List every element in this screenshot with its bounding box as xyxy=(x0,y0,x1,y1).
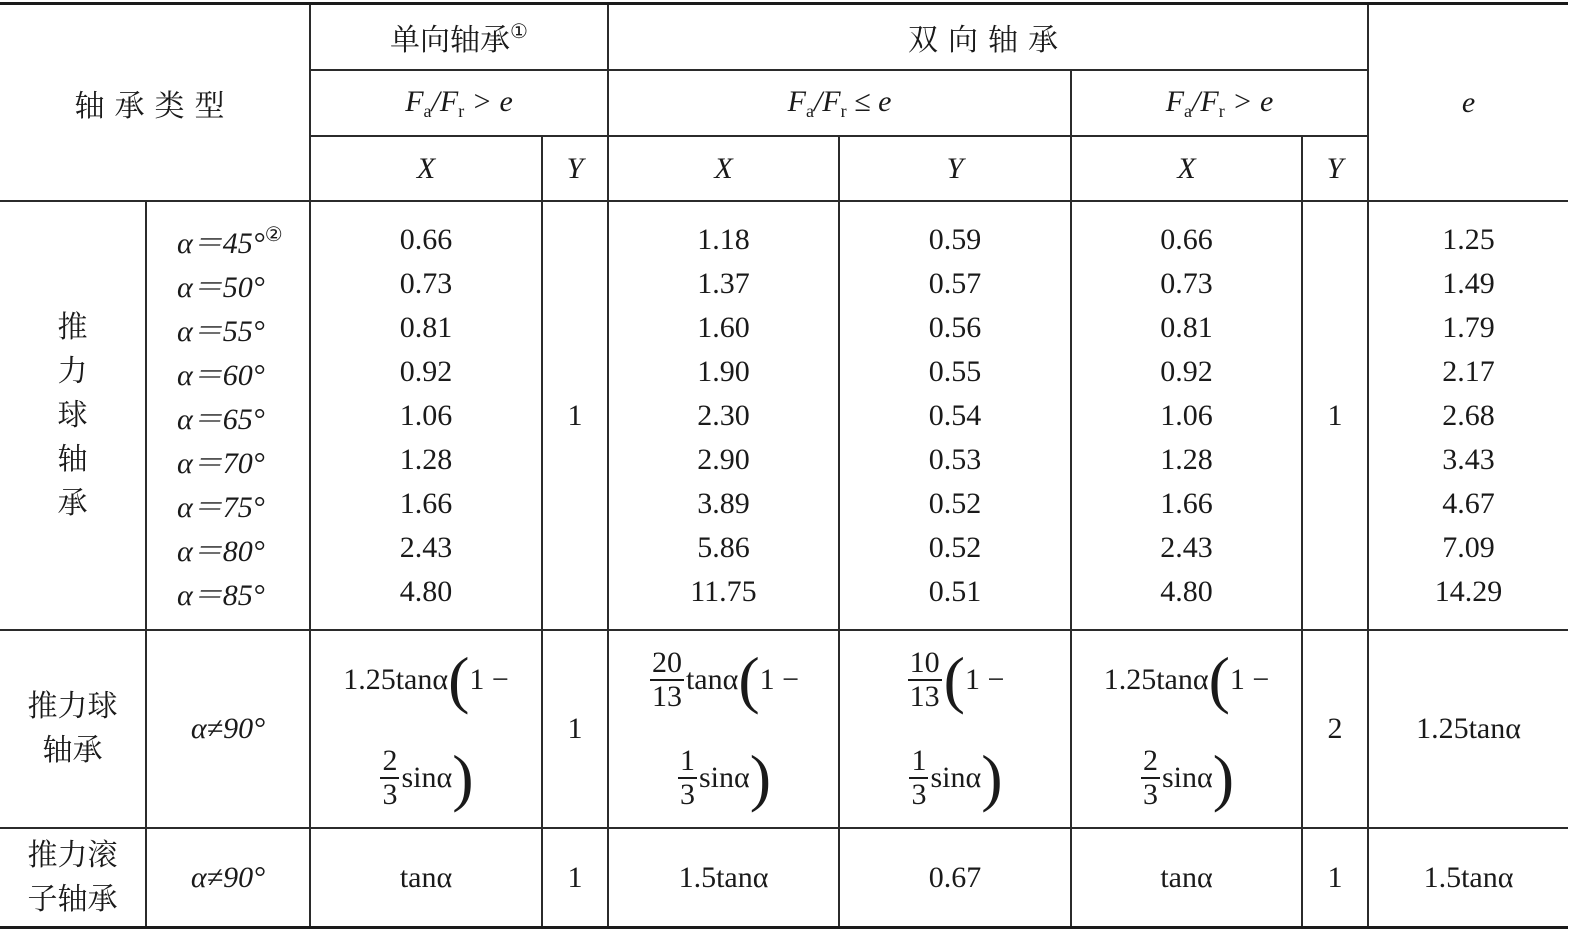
value-cell: 5.86 xyxy=(697,530,750,564)
value-cell: 11.75 xyxy=(690,574,757,608)
oneway-x-values xyxy=(310,201,542,630)
value-cell: 1.28 xyxy=(1160,442,1213,476)
thrust-ball-angle-row xyxy=(0,201,1568,630)
roller-twoway-le-x: 1.5tanα xyxy=(608,828,839,928)
value-cell: 0.66 xyxy=(399,222,453,256)
roller-oneway-y: 1 xyxy=(542,828,608,928)
roller-twoway-le-y: 0.67 xyxy=(839,828,1071,928)
formula-minus: 1 − xyxy=(964,663,1005,696)
twoway-gt-x-formula: 1.25tanα ( 1 − $\frac{2}{3}$ sinα ) xyxy=(1071,630,1302,828)
two-way-condition-le: $F_a/F_r \le e$ xyxy=(608,70,1071,136)
formula-trig: sinα xyxy=(1161,761,1213,794)
twoway-le-x-values xyxy=(608,201,839,630)
value-cell: 4.67 xyxy=(1442,486,1495,520)
label-line: 推力滚 xyxy=(27,837,118,873)
general-angle: α≠90° xyxy=(146,630,310,828)
roller-twoway-gt-x: tanα xyxy=(1071,828,1302,928)
frac-num: 20 xyxy=(651,646,682,679)
value-cell: 0.59 xyxy=(928,222,982,256)
col-y-twoway-gt: Y xyxy=(1302,136,1368,201)
angle-item: α＝80° xyxy=(177,535,265,568)
label-line: 子轴承 xyxy=(27,881,118,917)
value-cell: 1.18 xyxy=(697,222,750,256)
roller-oneway-x: tanα xyxy=(310,828,542,928)
angle-item: α＝45°② xyxy=(177,224,283,260)
one-way-header xyxy=(310,4,608,71)
twoway-le-y-values xyxy=(839,201,1071,630)
value-cell: 0.51 xyxy=(928,574,982,608)
value-cell: 1.60 xyxy=(697,310,750,344)
twoway-gt-y-value: 1 xyxy=(1302,201,1368,630)
value-cell: 1.28 xyxy=(399,442,453,476)
two-way-label: 双向轴承 xyxy=(908,23,1068,58)
frac-den: 3 xyxy=(679,778,695,811)
one-way-condition: $F_a/F_r > e$ xyxy=(310,70,608,136)
angle-item: α＝50° xyxy=(177,271,265,304)
two-way-header xyxy=(608,4,1368,71)
value-cell: 0.52 xyxy=(928,530,982,564)
value-cell: 0.92 xyxy=(1160,354,1213,388)
frac-den: 13 xyxy=(651,680,682,713)
value-cell: 2.90 xyxy=(697,442,750,476)
value-cell: 0.55 xyxy=(928,354,982,388)
value-cell: 2.30 xyxy=(697,398,750,432)
angle-item: α＝85° xyxy=(177,579,265,612)
formula-minus: 1 − xyxy=(469,663,509,696)
value-cell: 0.73 xyxy=(1160,266,1213,300)
value-cell: 0.56 xyxy=(928,310,982,344)
label-char: 力 xyxy=(57,353,88,389)
twoway-le-y-formula: $\frac{10}{13}$ ( 1 − $\frac{1}{3}$ sinα ) xyxy=(839,630,1071,828)
value-cell: 2.43 xyxy=(1160,530,1213,564)
angle-item: α＝70° xyxy=(177,447,265,480)
value-cell: 0.54 xyxy=(928,398,982,432)
e-values xyxy=(1368,201,1568,630)
col-x-oneway: X xyxy=(310,136,542,201)
oneway-y-value: 1 xyxy=(542,201,608,630)
frac-den: 3 xyxy=(911,778,927,811)
label-char: 球 xyxy=(57,397,88,433)
e-header xyxy=(1368,4,1568,202)
value-cell: 1.37 xyxy=(697,266,750,300)
frac-den: 13 xyxy=(909,680,940,713)
value-cell: 1.06 xyxy=(399,398,453,432)
value-cell: 3.89 xyxy=(697,486,750,520)
twoway-gt-y-general: 2 xyxy=(1302,630,1368,828)
thrust-ball-general-label xyxy=(0,630,146,828)
thrust-roller-row xyxy=(0,828,1568,928)
frac-den: 3 xyxy=(382,778,398,811)
e-label: e xyxy=(1461,85,1476,119)
thrust-ball-formula-row xyxy=(0,630,1568,828)
formula-trig: sinα xyxy=(698,761,750,794)
value-cell: 1.90 xyxy=(697,354,750,388)
roller-angle: α≠90° xyxy=(146,828,310,928)
formula-coef: 1.25tanα xyxy=(343,663,449,696)
oneway-x-formula: 1.25tanα ( 1 − $\frac{2}{3}$ sinα ) xyxy=(310,630,542,828)
frac-num: 1 xyxy=(679,744,695,777)
formula-trig: sinα xyxy=(401,761,453,794)
value-cell: 0.81 xyxy=(399,310,453,344)
value-cell: 0.57 xyxy=(928,266,982,300)
two-way-condition-gt: $F_a/F_r > e$ xyxy=(1071,70,1368,136)
one-way-footnote-mark: ① xyxy=(510,21,528,43)
value-cell: 0.52 xyxy=(928,486,982,520)
value-cell: 0.81 xyxy=(1160,310,1213,344)
value-cell: 0.73 xyxy=(399,266,453,300)
thrust-roller-label xyxy=(0,828,146,928)
value-cell: 4.80 xyxy=(399,574,453,608)
angle-item: α＝55° xyxy=(177,315,265,348)
angle-item: α＝65° xyxy=(177,403,265,436)
frac-num: 1 xyxy=(911,744,927,777)
value-cell: 0.66 xyxy=(1160,222,1213,256)
angle-footnote-mark: ② xyxy=(264,224,283,246)
twoway-le-x-formula: $\frac{20}{13}$ tanα ( 1 − $\frac{1}{3}$ sinα ) xyxy=(608,630,839,828)
frac-num: 2 xyxy=(382,744,398,777)
label-char: 推 xyxy=(57,309,88,345)
angle-item: α＝75° xyxy=(177,491,265,524)
one-way-label: 单向轴承 xyxy=(390,23,511,58)
label-char: 承 xyxy=(57,485,88,521)
header-row-1 xyxy=(0,4,1568,71)
col-y-twoway-le: Y xyxy=(839,136,1071,201)
thrust-ball-vertical-label xyxy=(0,201,146,630)
col-x-twoway-le: X xyxy=(608,136,839,201)
value-cell: 4.80 xyxy=(1160,574,1213,608)
value-cell: 3.43 xyxy=(1442,442,1495,476)
formula-minus: 1 − xyxy=(759,663,800,696)
formula-trig: sinα xyxy=(930,761,982,794)
value-cell: 1.25 xyxy=(1442,222,1495,256)
value-cell: 2.17 xyxy=(1442,354,1495,388)
roller-twoway-gt-y: 1 xyxy=(1302,828,1368,928)
oneway-y-general: 1 xyxy=(542,630,608,828)
value-cell: 14.29 xyxy=(1434,574,1503,608)
col-y-oneway: Y xyxy=(542,136,608,201)
frac-num: 10 xyxy=(909,646,940,679)
label-line: 轴承 xyxy=(42,733,103,768)
bearing-load-factor-table xyxy=(0,2,1568,929)
value-cell: 1.66 xyxy=(399,486,453,520)
bearing-type-label: 轴承类型 xyxy=(74,88,235,124)
value-cell: 1.66 xyxy=(1160,486,1213,520)
col-x-twoway-gt: X xyxy=(1071,136,1302,201)
value-cell: 0.92 xyxy=(399,354,453,388)
value-cell: 2.68 xyxy=(1442,398,1495,432)
label-char: 轴 xyxy=(57,441,88,477)
value-cell: 1.49 xyxy=(1442,266,1495,300)
value-cell: 1.06 xyxy=(1160,398,1213,432)
e-general: 1.25tanα xyxy=(1368,630,1568,828)
bearing-type-header xyxy=(0,4,310,202)
formula-coef: 1.25tanα xyxy=(1103,663,1209,696)
twoway-gt-x-values xyxy=(1071,201,1302,630)
frac-num: 2 xyxy=(1142,744,1158,777)
angle-item: α＝60° xyxy=(177,359,265,392)
formula-tan: tanα xyxy=(685,663,739,696)
angle-list-cell xyxy=(146,201,310,630)
value-cell: 0.53 xyxy=(928,442,982,476)
label-line: 推力球 xyxy=(27,689,118,724)
frac-den: 3 xyxy=(1142,778,1158,811)
value-cell: 7.09 xyxy=(1442,530,1495,564)
value-cell: 2.43 xyxy=(399,530,453,564)
roller-e: 1.5tanα xyxy=(1368,828,1568,928)
formula-minus: 1 − xyxy=(1229,663,1270,696)
value-cell: 1.79 xyxy=(1442,310,1495,344)
